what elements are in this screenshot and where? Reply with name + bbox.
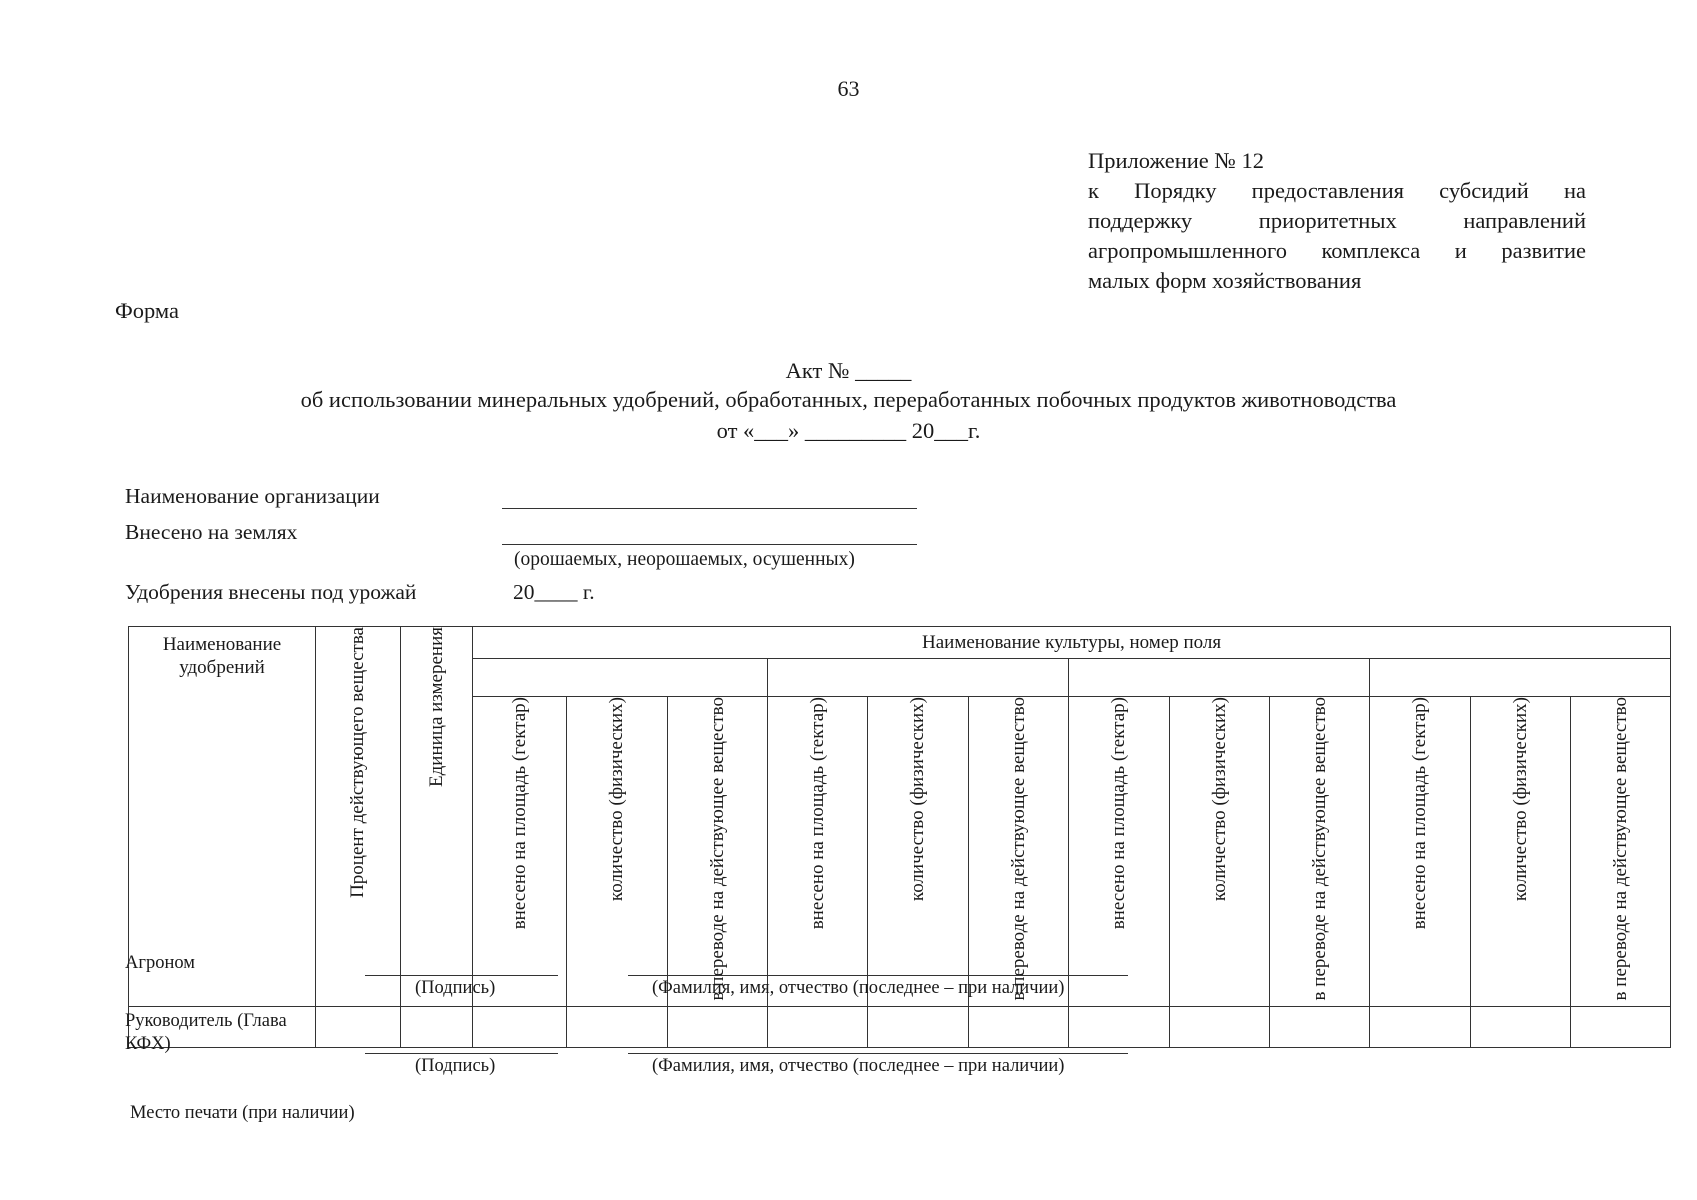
subheader-quantity: количество (физических) (567, 697, 668, 1007)
form-label: Форма (115, 298, 180, 323)
stamp-label: Место печати (при наличии) (130, 1103, 355, 1123)
appendix-line: малых форм хозяйствования (1088, 268, 1362, 293)
subheader-active: в переводе на действующее вещество (969, 697, 1069, 1007)
subheader-active: в переводе на действующее вещество (1571, 697, 1671, 1007)
culture-cell[interactable] (473, 659, 768, 697)
header-percent: Процент действующего вещества (316, 627, 401, 1007)
culture-cell[interactable] (768, 659, 1069, 697)
lands-label: Внесено на землях (125, 520, 298, 544)
table-cell[interactable] (316, 1007, 401, 1048)
agronomist-label: Агроном (125, 953, 195, 973)
act-title: Акт № _____ (785, 358, 912, 383)
harvest-year: 20____ г. (513, 580, 595, 604)
signature-hint: (Подпись) (415, 1056, 496, 1076)
agronomist-name-line[interactable] (628, 975, 1128, 976)
subheader-area: внесено на площадь (гектар) (473, 697, 567, 1007)
subheader-area: внесено на площадь (гектар) (1370, 697, 1471, 1007)
table-cell[interactable] (567, 1007, 668, 1048)
table-cell[interactable] (1069, 1007, 1170, 1048)
culture-cell[interactable] (1069, 659, 1370, 697)
act-subtitle: об использовании минеральных удобрений, обработанных, переработанных побочных продуктов животноводства (300, 387, 1397, 412)
appendix-line: к Порядку предоставления субсидий на (1088, 178, 1586, 203)
subheader-area: внесено на площадь (гектар) (768, 697, 868, 1007)
table-cell[interactable] (473, 1007, 567, 1048)
subheader-active: в переводе на действующее вещество (668, 697, 768, 1007)
subheader-quantity: количество (физических) (868, 697, 969, 1007)
head-label: Руководитель (Глава КФХ) (125, 1011, 287, 1054)
lands-hint: (орошаемых, неорошаемых, осушенных) (514, 549, 855, 570)
table-row (129, 1007, 1671, 1048)
table-cell[interactable] (868, 1007, 969, 1048)
appendix-line: поддержку приоритетных направлений (1088, 208, 1586, 233)
header-culture: Наименование культуры, номер поля (473, 627, 1671, 659)
table-cell[interactable] (668, 1007, 768, 1048)
harvest-label: Удобрения внесены под урожай (125, 580, 417, 604)
head-name-line[interactable] (628, 1053, 1128, 1054)
organization-line[interactable] (502, 508, 917, 509)
table-cell[interactable] (1370, 1007, 1471, 1048)
subheader-quantity: количество (физических) (1170, 697, 1270, 1007)
subheader-quantity: количество (физических) (1471, 697, 1571, 1007)
lands-line[interactable] (502, 544, 917, 545)
page-number: 63 (837, 76, 860, 101)
appendix-title: Приложение № 12 (1088, 148, 1264, 173)
subheader-area: внесено на площадь (гектар) (1069, 697, 1170, 1007)
subheader-active: в переводе на действующее вещество (1270, 697, 1370, 1007)
table-cell[interactable] (1270, 1007, 1370, 1048)
name-hint: (Фамилия, имя, отчество (последнее – при наличии) (652, 978, 1065, 998)
table-cell[interactable] (1170, 1007, 1270, 1048)
header-fertilizer: Наименование удобрений (129, 627, 316, 1007)
table-cell[interactable] (401, 1007, 473, 1048)
appendix-block (1088, 146, 1586, 296)
table-cell[interactable] (1571, 1007, 1671, 1048)
table-cell[interactable] (1471, 1007, 1571, 1048)
table-cell[interactable] (969, 1007, 1069, 1048)
act-date: от «___» _________ 20___г. (716, 418, 981, 443)
table-cell[interactable] (768, 1007, 868, 1048)
organization-label: Наименование организации (125, 484, 380, 508)
agronomist-signature-line[interactable] (365, 975, 558, 976)
name-hint: (Фамилия, имя, отчество (последнее – при наличии) (652, 1056, 1065, 1076)
signature-hint: (Подпись) (415, 978, 496, 998)
appendix-line: агропромышленного комплекса и развитие (1088, 238, 1586, 263)
head-signature-line[interactable] (365, 1053, 558, 1054)
culture-cell[interactable] (1370, 659, 1671, 697)
header-unit: Единица измерения (401, 627, 473, 1007)
